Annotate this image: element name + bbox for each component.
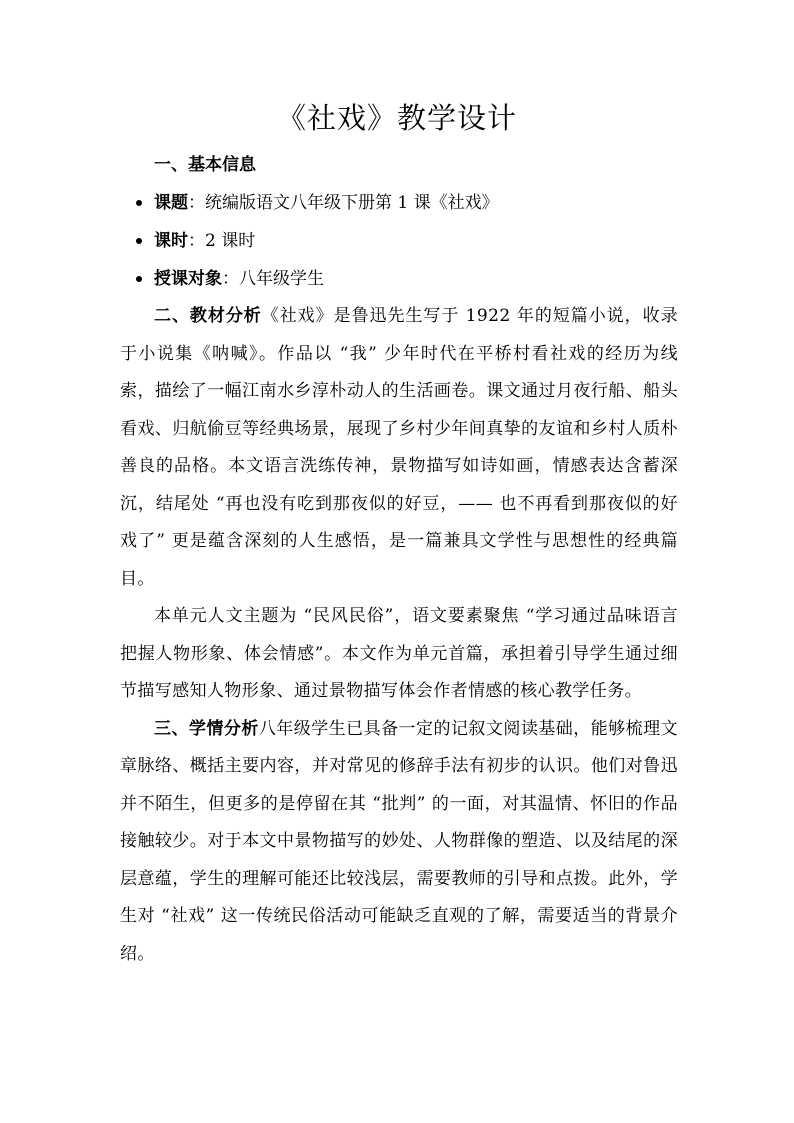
learner-analysis-text: 八年级学生已具备一定的记叙文阅读基础，能够梳理文章脉络、概括主要内容，并对常见的修辞手法有初步的认识。他们对鲁迅并不陌生，但更多的是停留在其 “批判” 的一面，对其温情、怀旧的作品接触较少。对于本文中景物描写的妙处、人物群像的塑造、以及结尾的深层意蕴，学生的理解可能还比较浅层，需要教师的引导和点拨。此外，学生对 “社戏” 这一传统民俗活动可能缺乏直观的了解，需要适当的背景介绍。 bbox=[120, 718, 678, 964]
info-separator: ： bbox=[188, 193, 205, 213]
info-item-periods bbox=[120, 222, 678, 260]
info-item-topic bbox=[120, 184, 678, 222]
info-separator: ： bbox=[222, 269, 239, 289]
info-value-periods: 2 课时 bbox=[205, 231, 256, 251]
textbook-analysis-text: 《社戏》是鲁迅先生写于 1922 年的短篇小说，收录于小说集《呐喊》。作品以 “我” 少年时代在平桥村看社戏的经历为线索，描绘了一幅江南水乡淳朴动人的生活画卷。课文通过月夜行船、船头看戏、归航偷豆等经典场景，展现了乡村少年间真挚的友谊和乡村人质朴善良的品格。本文语言洗练传神，景物描写如诗如画，情感表达含蓄深沉，结尾处 “再也没有吃到那夜似的好豆，—— 也不再看到那夜似的好戏了” 更是蕴含深刻的人生感悟，是一篇兼具文学性与思想性的经典篇目。 bbox=[120, 306, 678, 589]
bullet-icon bbox=[136, 200, 142, 206]
info-label-periods: 课时 bbox=[154, 231, 188, 251]
info-item-audience bbox=[120, 260, 678, 298]
unit-theme-paragraph: 本单元人文主题为 “民风民俗”，语文要素聚焦 “学习通过品味语言把握人物形象、体会情感”。本文作为单元首篇，承担着引导学生通过细节描写感知人物形象、通过景物描写体会作者情感的核心教学任务。 bbox=[120, 606, 678, 701]
info-label-audience: 授课对象 bbox=[154, 269, 222, 289]
document-body bbox=[120, 146, 678, 973]
learner-analysis-paragraph bbox=[120, 711, 678, 974]
section-heading-basic-info: 一、基本信息 bbox=[154, 155, 256, 175]
bullet-icon bbox=[136, 238, 142, 244]
textbook-analysis-paragraph bbox=[120, 298, 678, 598]
section-heading-textbook-analysis: 二、教材分析 bbox=[154, 306, 262, 326]
section-heading-learner-analysis: 三、学情分析 bbox=[154, 718, 259, 739]
info-label-topic: 课题 bbox=[154, 193, 188, 213]
info-separator: ： bbox=[188, 231, 205, 251]
bullet-icon bbox=[136, 276, 142, 282]
info-value-audience: 八年级学生 bbox=[239, 269, 324, 289]
document-title: 《社戏》教学设计 bbox=[276, 101, 517, 135]
info-value-topic: 统编版语文八年级下册第 1 课《社戏》 bbox=[205, 193, 499, 213]
